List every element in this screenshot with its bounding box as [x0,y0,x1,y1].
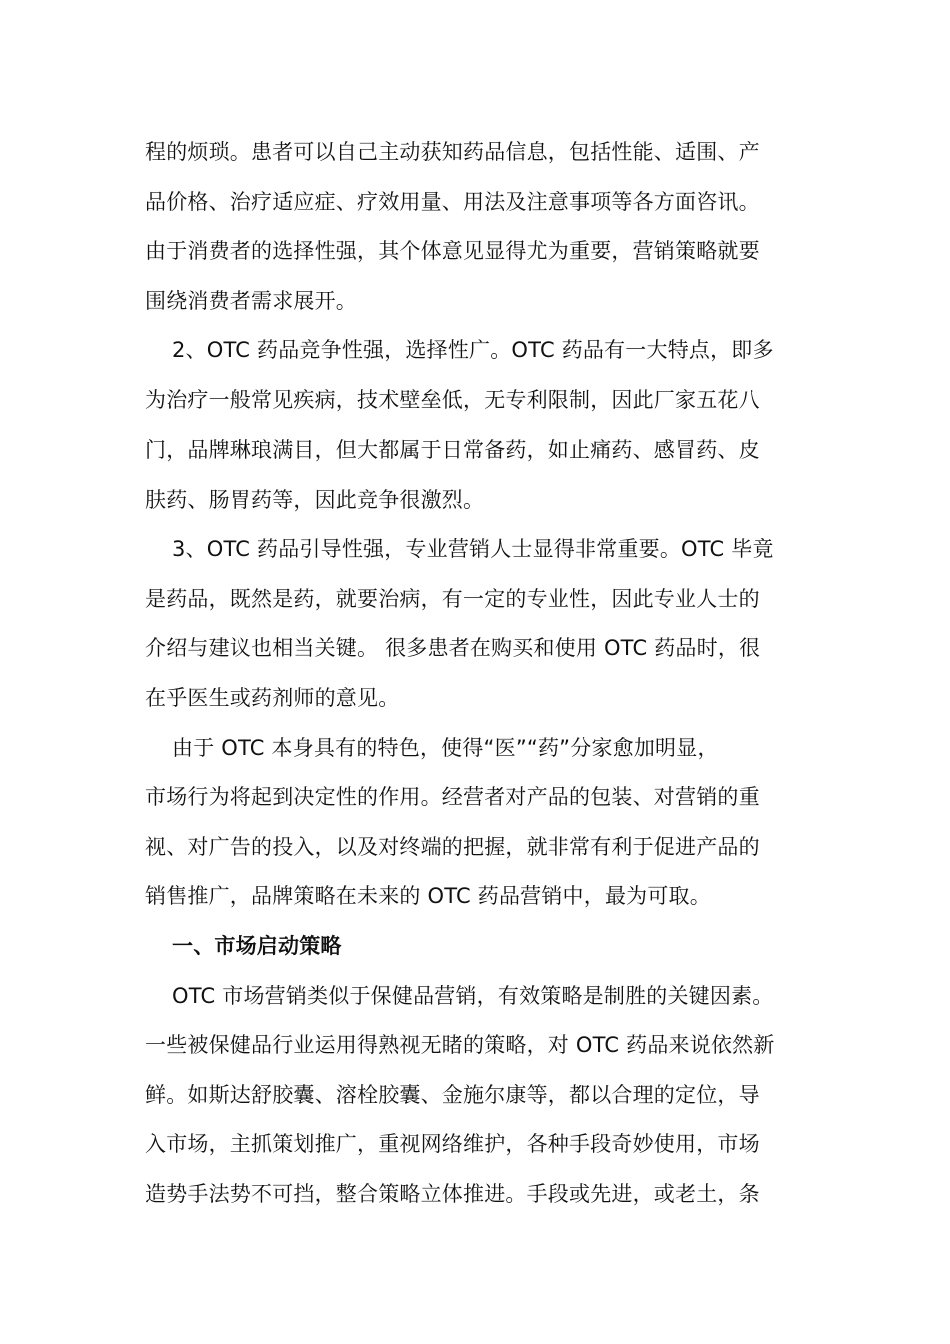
paragraph-line: 3、OTC 药品引导性强，专业营销人士显得非常重要。OTC 毕竟 [172,537,774,561]
paragraph-line: 造势手法势不可挡，整合策略立体推进。手段或先进，或老土，条 [145,1182,760,1206]
paragraph-line: 品价格、治疗适应症、疗效用量、用法及注意事项等各方面咨讯。 [145,190,760,214]
paragraph-line: 一些被保健品行业运用得熟视无睹的策略，对 OTC 药品来说依然新 [145,1033,775,1057]
paragraph-line: 介绍与建议也相当关键。 很多患者在购买和使用 OTC 药品时，很 [145,636,761,660]
paragraph-line: 鲜。如斯达舒胶囊、溶栓胶囊、金施尔康等，都以合理的定位，导 [145,1083,760,1107]
paragraph-line: 由于消费者的选择性强，其个体意见显得尤为重要，营销策略就要 [145,239,760,263]
paragraph-line: OTC 市场营销类似于保健品营销，有效策略是制胜的关键因素。 [172,984,774,1008]
paragraph-line: 由于 OTC 本身具有的特色，使得“医”“药”分家愈加明显， [172,736,719,760]
paragraph-line: 销售推广，品牌策略在未来的 OTC 药品营销中，最为可取。 [145,884,711,908]
paragraph-line: 在乎医生或药剂师的意见。 [145,686,400,710]
paragraph-line: 市场行为将起到决定性的作用。经营者对产品的包装、对营销的重 [145,785,760,809]
paragraph-line: 肤药、肠胃药等，因此竞争很激烈。 [145,488,485,512]
paragraph-line: 入市场，主抓策划推广，重视网络维护，各种手段奇妙使用，市场 [145,1132,760,1156]
section-heading: 一、市场启动策略 [172,934,342,958]
paragraph-line: 2、OTC 药品竞争性强，选择性广。OTC 药品有一大特点，即多 [172,338,774,362]
paragraph-line: 视、对广告的投入，以及对终端的把握，就非常有利于促进产品的 [145,835,760,859]
paragraph-line: 围绕消费者需求展开。 [145,289,357,313]
paragraph-line: 门，品牌琳琅满目，但大都属于日常备药，如止痛药、感冒药、皮 [145,438,760,462]
paragraph-line: 为治疗一般常见疾病，技术壁垒低，无专利限制，因此厂家五花八 [145,388,760,412]
paragraph-line: 程的烦琐。患者可以自己主动获知药品信息，包括性能、适围、产 [145,140,760,164]
paragraph-line: 是药品，既然是药，就要治病，有一定的专业性，因此专业人士的 [145,587,760,611]
